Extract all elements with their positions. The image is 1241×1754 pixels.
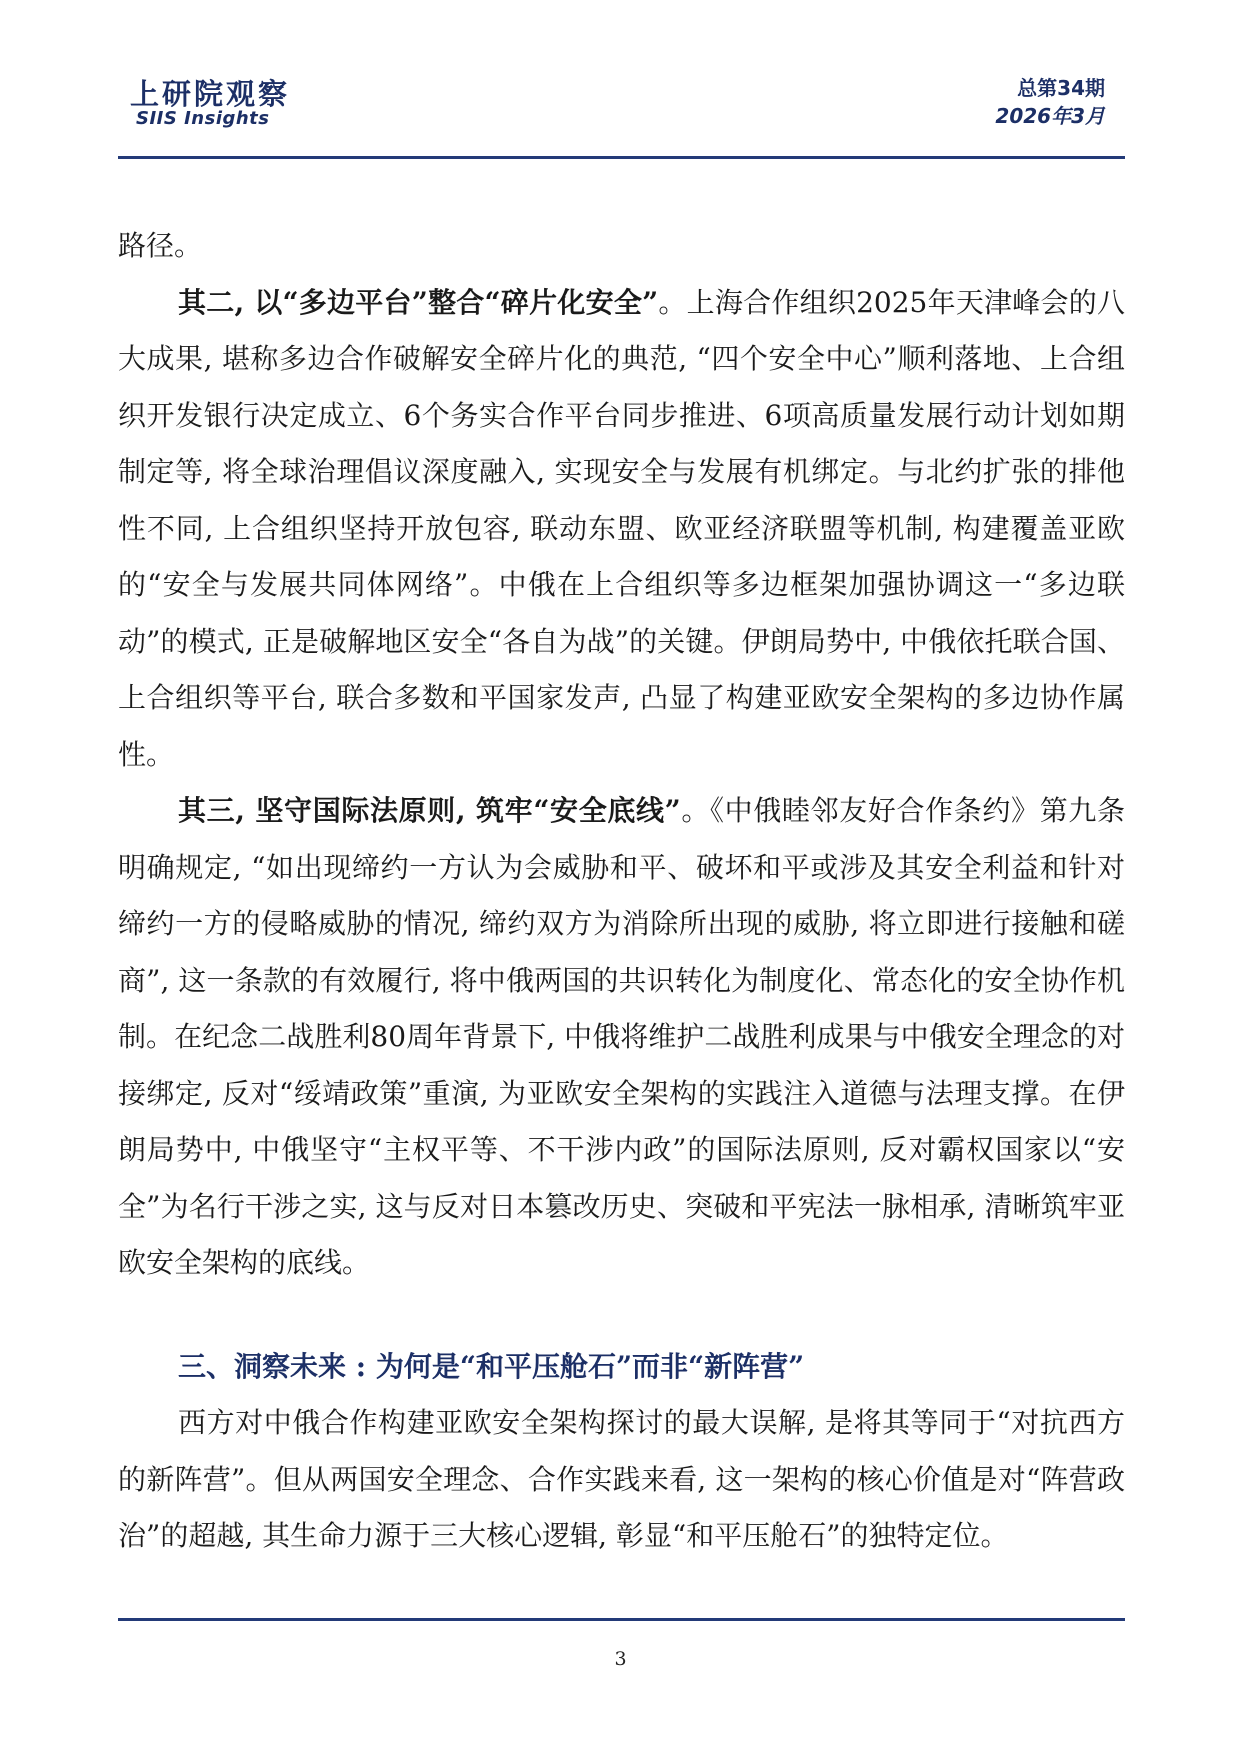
point-three-heading: 其三, 坚守国际法原则, 筑牢“安全底线”: [178, 794, 681, 827]
paragraph-continuation: 路径。: [118, 229, 203, 262]
page-header: [118, 72, 1125, 152]
page-number: 3: [614, 1648, 627, 1670]
footer-divider: [118, 1618, 1125, 1621]
section-heading: 三、洞察未来 : 为何是“和平压舱石”而非“新阵营”: [178, 1349, 805, 1383]
paragraph-section-intro: 西方对中俄合作构建亚欧安全架构探讨的最大误解, 是将其等同于“对抗西方的新阵营”。但从两国安全理念、合作实践来看, 这一架构的核心价值是对“阵营政治”的超越, 其生命力源于三大核心逻辑, 彰显“和平压舱石”的独特定位。: [118, 1406, 1125, 1552]
point-two-heading: 其二, 以“多边平台”整合“碎片化安全”: [178, 285, 659, 319]
point-two-text: 。上海合作组织2025年天津峰会的八大成果, 堪称多边合作破解安全碎片化的典范, “四个安全中心”顺利落地、上合组织开发银行决定成立、6个务实合作平台同步推进、6项高质量发展行动计划如期制定等, 将全球治理倡议深度融入, 实现安全与发展有机绑定。与北约扩张的排他性不同, 上合组织坚持开放包容, 联动东盟、欧亚经济联盟等机制, 构建覆盖亚欧的“安全与发展共同体网络”。中俄在上合组织等多边框架加强协调这一“多边联动”的模式, 正是破解地区安全“各自为战”的关键。伊朗局势中, 中俄依托联合国、上合组织等平台, 联合多数和平国家发声, 凸显了构建亚欧安全架构的多边协作属性。: [118, 285, 1125, 771]
issue-info: [995, 74, 1105, 130]
issue-number: 总第34期: [1017, 76, 1105, 100]
issue-date: 2026年3月: [995, 104, 1105, 128]
article-body: [118, 218, 1125, 1565]
brand-title-cn: 上研院观察: [130, 77, 291, 111]
paragraph-point-three: [118, 783, 1125, 1292]
point-three-text: 。《中俄睦邻友好合作条约》第九条明确规定, “如出现缔约一方认为会威胁和平、破坏和平或涉及其安全利益和针对缔约一方的侵略威胁的情况, 缔约双方为消除所出现的威胁, 将立即进行接触和磋商”, 这一条款的有效履行, 将中俄两国的共识转化为制度化、常态化的安全协作机制。在纪念二战胜利80周年背景下, 中俄将维护二战胜利成果与中俄安全理念的对接绑定, 反对“绥靖政策”重演, 为亚欧安全架构的实践注入道德与法理支撑。在伊朗局势中, 中俄坚守“主权平等、不干涉内政”的国际法原则, 反对霸权国家以“安全”为名行干涉之实, 这与反对日本篡改历史、突破和平宪法一脉相承, 清晰筑牢亚欧安全架构的底线。: [118, 794, 1125, 1279]
paragraph-point-two: [118, 275, 1125, 784]
brand-title-en: SIIS Insights: [136, 108, 270, 129]
header-divider: [118, 156, 1125, 159]
